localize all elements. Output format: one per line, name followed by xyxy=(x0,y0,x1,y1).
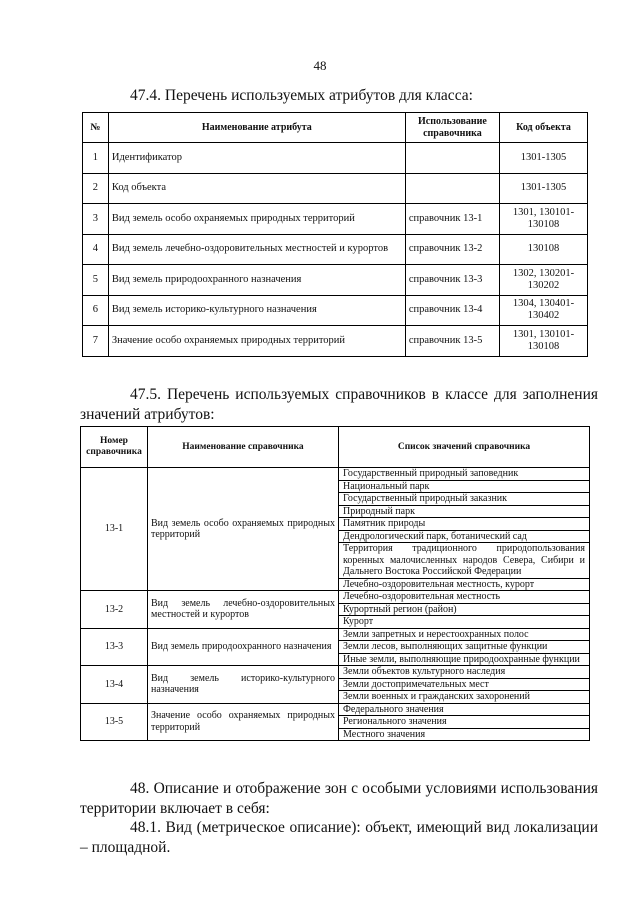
cell-attribute-name: Идентификатор xyxy=(108,143,405,174)
cell-dictionary-name: Вид земель природоохранного назначения xyxy=(148,628,339,666)
dictionary-value-item: Курорт xyxy=(339,615,589,628)
dictionary-value-item: Государственный природный заповедник xyxy=(343,468,519,479)
cell-object-code: 1301, 130101-130108 xyxy=(500,204,588,235)
dictionary-value-item: Иные земли, выполняющие природоохранные функции xyxy=(339,653,589,666)
header-dictionary-usage: Использование справочника xyxy=(405,113,499,143)
cell-num: 2 xyxy=(83,173,109,204)
cell-dictionary-number: 13-4 xyxy=(81,666,148,704)
header-dictionary-name: Наименование справочника xyxy=(148,427,339,468)
dictionary-row xyxy=(81,703,590,741)
cell-dictionary-values xyxy=(339,666,590,704)
cell-attribute-name: Код объекта xyxy=(108,173,405,204)
cell-num: 1 xyxy=(83,143,109,174)
attributes-table-body xyxy=(83,143,588,357)
dictionary-value-item: Дендрологический парк, ботанический сад xyxy=(339,530,589,543)
section-47-5-number: 47.5. xyxy=(130,386,161,403)
cell-num: 3 xyxy=(83,204,109,235)
attribute-row xyxy=(83,295,588,326)
header-dictionary-values: Список значений справочника xyxy=(339,427,590,468)
dictionary-value-item: Земли объектов культурного наследия xyxy=(343,666,506,677)
cell-dictionary: справочник 13-5 xyxy=(405,326,499,357)
attributes-table-header xyxy=(83,113,588,143)
cell-dictionary-values xyxy=(339,591,590,629)
dictionary-value-item: Регионального значения xyxy=(339,715,589,728)
dictionaries-table-header xyxy=(81,427,590,468)
section-48-1-text: Вид (метрическое описание): объект, имеющий вид локализации – площадной. xyxy=(80,819,598,856)
dictionary-value-item: Земли запретных и нерестоохранных полос xyxy=(343,628,529,640)
dictionary-value-item: Природный парк xyxy=(339,505,589,518)
dictionaries-table xyxy=(80,426,590,741)
dictionary-value-item: Территория традиционного природопользования коренных малочисленных народов Севера, Сибири и Дальнего Востока Российской Федерации xyxy=(339,542,589,578)
header-num: № xyxy=(83,113,109,143)
cell-dictionary-number: 13-5 xyxy=(81,703,148,741)
cell-dictionary: справочник 13-4 xyxy=(405,295,499,326)
cell-object-code: 1301, 130101-130108 xyxy=(500,326,588,357)
cell-object-code: 1304, 130401-130402 xyxy=(500,295,588,326)
cell-num: 4 xyxy=(83,234,109,265)
dictionary-value-item: Федерального значения xyxy=(343,703,444,715)
attribute-row xyxy=(83,173,588,204)
dictionary-value-item: Земли достопримечательных мест xyxy=(339,678,589,691)
cell-dictionary-values xyxy=(339,628,590,666)
dictionary-value-item: Памятник природы xyxy=(339,517,589,530)
section-48-number: 48. xyxy=(130,780,150,797)
header-dictionary-number: Номер справочника xyxy=(81,427,148,468)
header-object-code: Код объекта xyxy=(500,113,588,143)
dictionary-row xyxy=(81,591,590,629)
cell-num: 5 xyxy=(83,265,109,296)
cell-attribute-name: Вид земель лечебно-оздоровительных местностей и курортов xyxy=(108,234,405,265)
cell-dictionary-name: Вид земель историко-культурного назначения xyxy=(148,666,339,704)
section-48-1-number: 48.1. xyxy=(130,819,161,836)
dictionary-value-item: Курортный регион (район) xyxy=(339,603,589,616)
attribute-row xyxy=(83,265,588,296)
section-47-5-heading xyxy=(80,385,598,425)
cell-dictionary-number: 13-1 xyxy=(81,468,148,591)
dictionaries-table-body xyxy=(81,468,590,741)
dictionary-value-item: Государственный природный заказник xyxy=(339,492,589,505)
cell-attribute-name: Вид земель особо охраняемых природных территорий xyxy=(108,204,405,235)
cell-attribute-name: Вид земель историко-культурного назначения xyxy=(108,295,405,326)
cell-attribute-name: Вид земель природоохранного назначения xyxy=(108,265,405,296)
dictionary-value-item: Национальный парк xyxy=(339,480,589,493)
cell-num: 6 xyxy=(83,295,109,326)
cell-dictionary: справочник 13-2 xyxy=(405,234,499,265)
cell-object-code: 1302, 130201-130202 xyxy=(500,265,588,296)
cell-dictionary xyxy=(405,173,499,204)
attribute-row xyxy=(83,326,588,357)
dictionary-row xyxy=(81,666,590,704)
cell-object-code: 130108 xyxy=(500,234,588,265)
section-47-5-text: Перечень используемых справочников в классе для заполнения значений атрибутов: xyxy=(80,386,598,423)
cell-dictionary-name: Вид земель особо охраняемых природных территорий xyxy=(148,468,339,591)
cell-num: 7 xyxy=(83,326,109,357)
cell-dictionary-name: Вид земель лечебно-оздоровительных местностей и курортов xyxy=(148,591,339,629)
cell-dictionary-name: Значение особо охраняемых природных территорий xyxy=(148,703,339,741)
attribute-row xyxy=(83,143,588,174)
attribute-row xyxy=(83,204,588,235)
cell-dictionary-number: 13-3 xyxy=(81,628,148,666)
page-number: 48 xyxy=(313,58,327,73)
cell-object-code: 1301-1305 xyxy=(500,143,588,174)
section-48-paragraph xyxy=(80,779,598,819)
cell-dictionary-values xyxy=(339,703,590,741)
dictionary-row xyxy=(81,468,590,591)
dictionary-value-item: Земли военных и гражданских захоронений xyxy=(339,690,589,703)
dictionary-row xyxy=(81,628,590,666)
section-48-1-paragraph xyxy=(80,818,598,858)
dictionary-value-item: Земли лесов, выполняющих защитные функции xyxy=(339,640,589,653)
attributes-table xyxy=(82,112,588,357)
cell-dictionary-number: 13-2 xyxy=(81,591,148,629)
attribute-row xyxy=(83,234,588,265)
cell-object-code: 1301-1305 xyxy=(500,173,588,204)
cell-dictionary: справочник 13-1 xyxy=(405,204,499,235)
section-47-4-heading: 47.4. Перечень используемых атрибутов для класса: xyxy=(130,87,473,104)
dictionary-value-item: Местного значения xyxy=(339,728,589,741)
header-attribute-name: Наименование атрибута xyxy=(108,113,405,143)
cell-dictionary: справочник 13-3 xyxy=(405,265,499,296)
cell-dictionary xyxy=(405,143,499,174)
section-48-text: Описание и отображение зон с особыми условиями использования территории включает в себя: xyxy=(80,780,598,817)
cell-attribute-name: Значение особо охраняемых природных территорий xyxy=(108,326,405,357)
dictionary-value-item: Лечебно-оздоровительная местность xyxy=(343,591,501,602)
cell-dictionary-values xyxy=(339,468,590,591)
dictionary-value-item: Лечебно-оздоровительная местность, курорт xyxy=(339,578,589,591)
